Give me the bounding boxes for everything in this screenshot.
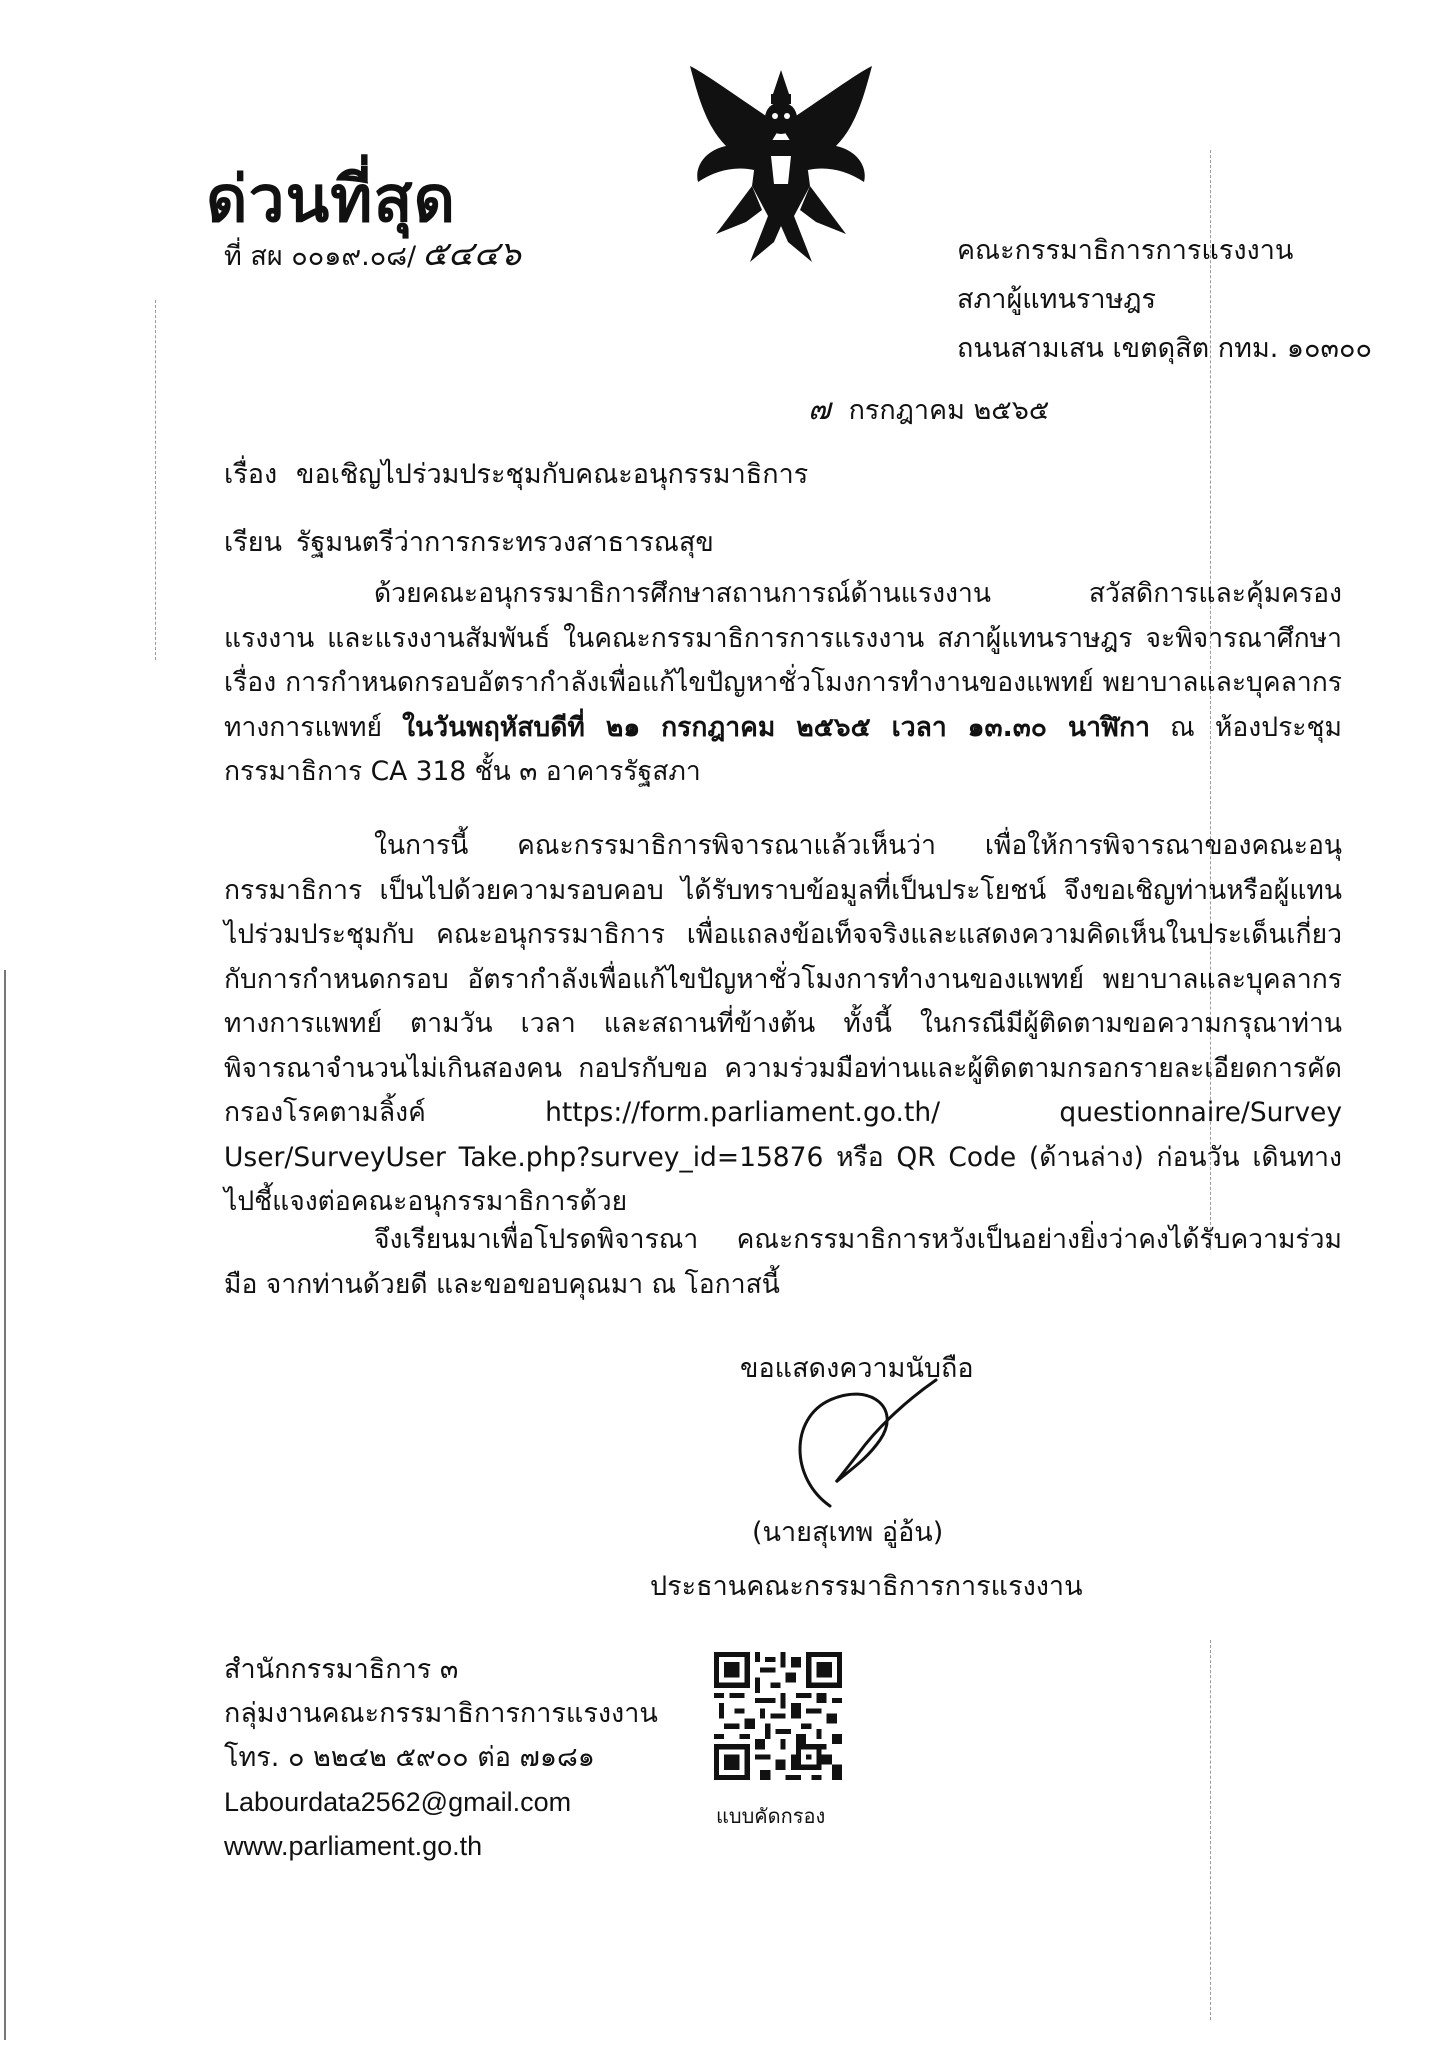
office-email: Labourdata2562@gmail.com — [224, 1787, 572, 1817]
meeting-location: ณ ห้องประชุมกรรมาธิการ CA 318 ชั้น ๓ อาคารรัฐสภา — [224, 711, 1342, 787]
qr-caption: แบบคัดกรอง — [716, 1804, 826, 1828]
body-paragraph-1 — [224, 572, 1342, 795]
sender-address — [957, 226, 1372, 373]
body-paragraph-3 — [224, 1218, 1342, 1307]
handwritten-signature — [770, 1378, 940, 1512]
signatory-name: (นายสุเทพ อู่อ้น) — [752, 1517, 944, 1548]
scan-artifact-line — [1210, 1640, 1211, 2020]
office-contact — [224, 1648, 658, 1868]
document-number — [224, 226, 521, 280]
paragraph-3-text: จึงเรียนมาเพื่อโปรดพิจารณา คณะกรรมาธิการหวังเป็นอย่างยิ่งว่าคงได้รับความร่วมมือ จากท่านด้วยดี และขอขอบคุณมา ณ โอกาสนี้ — [224, 1224, 1342, 1300]
closing-salutation: ขอแสดงความนับถือ — [740, 1353, 974, 1384]
subject-line — [224, 452, 808, 495]
sender-line: สภาผู้แทนราษฎร — [957, 284, 1157, 315]
sender-line: ถนนสามเสน เขตดุสิต กทม. ๑๐๓๐๐ — [957, 333, 1372, 364]
date-day-handwritten: ๗ — [808, 392, 831, 427]
document-date — [808, 386, 1049, 433]
garuda-emblem — [676, 66, 886, 262]
date-month-year: กรกฎาคม ๒๕๖๕ — [848, 395, 1050, 426]
office-phone: โทร. ๐ ๒๒๔๒ ๕๙๐๐ ต่อ ๗๑๘๑ — [224, 1742, 595, 1773]
document-number-handwritten: ๕๔๔๖ — [422, 234, 521, 274]
recipient-line — [224, 520, 714, 563]
subject-text: ขอเชิญไปร่วมประชุมกับคณะอนุกรรมาธิการ — [296, 459, 809, 490]
scan-artifact-line — [155, 300, 156, 660]
recipient-text: รัฐมนตรีว่าการกระทรวงสาธารณสุข — [296, 527, 714, 558]
scan-artifact-line — [4, 970, 6, 2040]
sender-line: คณะกรรมาธิการการแรงงาน — [957, 235, 1294, 266]
office-line: กลุ่มงานคณะกรรมาธิการการแรงงาน — [224, 1698, 658, 1729]
office-website: www.parliament.go.th — [224, 1831, 483, 1861]
recipient-label: เรียน — [224, 527, 283, 558]
body-paragraph-2 — [224, 824, 1342, 1225]
urgent-stamp: ด่วนที่สุด — [206, 163, 457, 237]
meeting-datetime: ในวันพฤหัสบดีที่ ๒๑ กรกฎาคม ๒๕๖๕ เวลา ๑๓.๓๐ นาฬิกา — [402, 711, 1150, 743]
office-line: สำนักกรรมาธิการ ๓ — [224, 1654, 459, 1685]
paragraph-1-text: ด้วยคณะอนุกรรมาธิการศึกษาสถานการณ์ด้านแรงงาน สวัสดิการและคุ้มครองแรงงาน และแรงงานสัมพันธ์ ในคณะกรรมาธิการการแรงงาน สภาผู้แทนราษฎร จะพิจารณาศึกษาเรื่อง การกำหนดกรอบอัตรากำลังเพื่อแก้ไขปัญหาชั่วโมงการทำงานของแพทย์ พยาบาลและบุคลากรทางการแพทย์ — [224, 578, 1342, 743]
signatory-position: ประธานคณะกรรมาธิการการแรงงาน — [650, 1571, 1083, 1602]
qr-code — [714, 1652, 842, 1780]
paragraph-2-text: ในการนี้ คณะกรรมาธิการพิจารณาแล้วเห็นว่า เพื่อให้การพิจารณาของคณะอนุกรรมาธิการ เป็นไปด้วยความรอบคอบ ได้รับทราบข้อมูลที่เป็นประโยชน์ จึงขอเชิญท่านหรือผู้แทนไปร่วมประชุมกับ คณะอนุกรรมาธิการ เพื่อแถลงข้อเท็จจริงและแสดงความคิดเห็นในประเด็นเกี่ยวกับการกำหนดกรอบ อัตรากำลังเพื่อแก้ไขปัญหาชั่วโมงการทำงานของแพทย์ พยาบาลและบุคลากรทางการแพทย์ ตามวัน เวลา และสถานที่ข้างต้น ทั้งนี้ ในกรณีมีผู้ติดตามขอความกรุณาท่านพิจารณาจำนวนไม่เกินสองคน กอปรกับขอ ความร่วมมือท่านและผู้ติดตามกรอกรายละเอียดการคัดกรองโรคตามลิ้งค์ https://form.parliament.go.th/ questionnaire/Survey User/SurveyUser Take.php?survey_id=15876 หรือ QR Code (ด้านล่าง) ก่อนวัน เดินทางไปชี้แจงต่อคณะอนุกรรมาธิการด้วย — [224, 830, 1342, 1217]
subject-label: เรื่อง — [224, 459, 278, 490]
document-number-prefix: ที่ สผ ๐๐๑๙.๐๘/ — [224, 241, 417, 272]
